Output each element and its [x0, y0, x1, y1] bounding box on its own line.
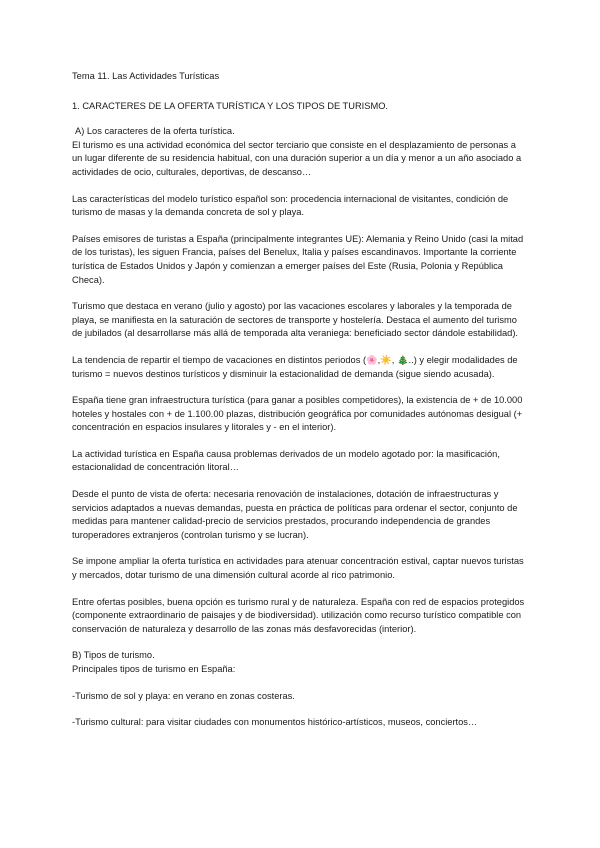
list-item: -Turismo de sol y playa: en verano en zonas costeras. — [72, 690, 295, 701]
section-heading: 1. CARACTERES DE LA OFERTA TURÍSTICA Y LOS TIPOS DE TURISMO. — [72, 100, 389, 111]
list-item: -Turismo cultural: para visitar ciudades con monumentos histórico-artísticos, museos, conciertos… — [72, 717, 478, 728]
paragraph: El turismo es una actividad económica del sector terciario que consiste en el desplazamiento de personas a un lugar diferente de su residencia habitual, con una duración superior a un día y menor a un año asociado a actividades de ocio, culturales, deportivas, de descanso… — [72, 139, 522, 177]
subsection-b-heading: B) Tipos de turismo. — [72, 650, 155, 661]
paragraph: Se impone ampliar la oferta turística en actividades para atenuar concentración estival, captar nuevos turistas y mercados, dotar turismo de una dimensión cultural acorde al rico patrimonio. — [72, 556, 524, 581]
paragraph: Las características del modelo turístico español son: procedencia internacional de visitantes, condición de turismo de masas y la demanda concreta de sol y playa. — [72, 193, 509, 218]
paragraph: Desde el punto de vista de oferta: necesaria renovación de instalaciones, dotación de infraestructuras y servicios adaptados a nuevas demandas, puesta en práctica de políticas para ordenar el sector, conjunto de medidas para mantener calidad-precio de servicios prestados, procurando independencia de grandes turoperadores extranjeros (controlan turismo y se lucran). — [72, 489, 518, 540]
paragraph: Entre ofertas posibles, buena opción es turismo rural y de naturaleza. España con red de espacios protegidos (componente extraordinario de paisajes y de biodiversidad). utilización como recurso turístico compatible con conservación de naturaleza y desarrollo de las zonas más desfavorecidas (interior). — [72, 596, 525, 634]
paragraph: España tiene gran infraestructura turística (para ganar a posibles competidores), la existencia de + de 10.000 hoteles y hostales con + de 1.100.00 plazas, distribución geográfica por comunidades autónomas desigual (+ concentración en espacios insulares y litorales y - en el interior). — [72, 395, 523, 433]
subsection-a-heading: A) Los caracteres de la oferta turística. — [75, 126, 235, 137]
paragraph: Países emisores de turistas a España (principalmente integrantes UE): Alemania y Reino Unido (casi la mitad de los turistas), les siguen Francia, países del Benelux, Italia y países escandinavos. Importante la corriente turística de Estados Unidos y Japón y comienzan a emerger países del Este (Rusia, Polonia y República Checa). — [72, 233, 524, 285]
paragraph: La tendencia de repartir el tiempo de vacaciones en distintos periodos (🌸,☀️, 🎄..) y elegir modalidades de turismo = nuevos destinos turísticos y disminuir la estacionalidad de demanda (sigue siendo acusada). — [72, 354, 518, 379]
paragraph: Turismo que destaca en verano (julio y agosto) por las vacaciones escolares y laborales y la temporada de playa, se manifiesta en la saturación de sectores de transporte y hostelería. Destaca el aumento del turismo de jubilados (al desarrollarse más allá de temporada alta veraniega: beneficiado sector dándole estabilidad). — [72, 301, 519, 339]
document-title: Tema 11. Las Actividades Turísticas — [72, 71, 220, 81]
paragraph: La actividad turística en España causa problemas derivados de un modelo agotado por: la masificación, estacionalidad de concentración litoral… — [72, 448, 500, 473]
subsection-b-intro: Principales tipos de turismo en España: — [72, 664, 236, 674]
